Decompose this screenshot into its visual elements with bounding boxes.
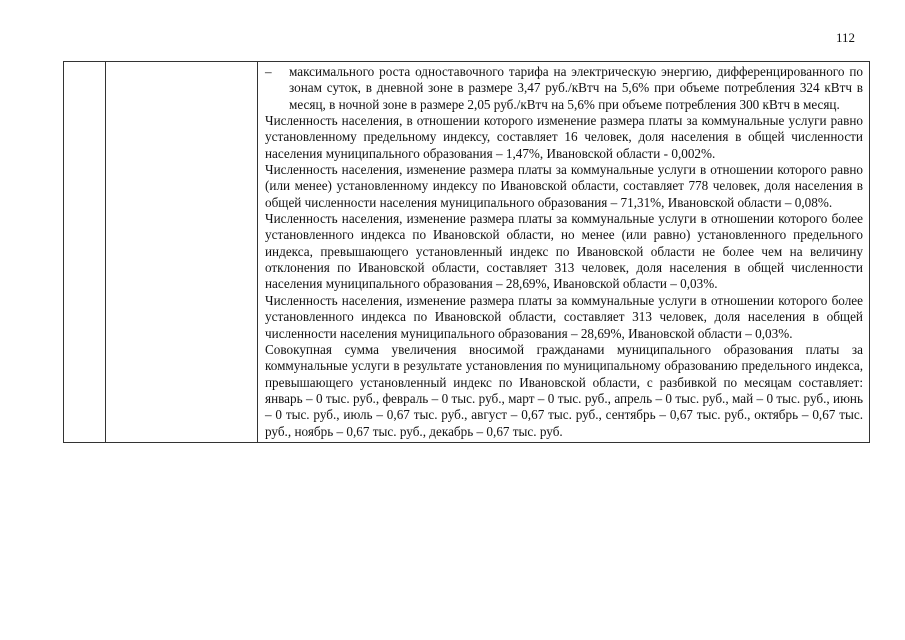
table-cell-number	[64, 62, 106, 443]
page-number: 112	[836, 30, 856, 45]
paragraph-monthly-total: Совокупная сумма увеличения вносимой гражданами муниципального образования платы за коммунальные услуги в результате установления по муниципальному образованию предельного индекса, превышающего установленный индекс по Ивановской области, с разбивкой по месяцам составляет: январь – 0 тыс. руб., февраль – 0 тыс. руб., март – 0 тыс. руб., апрель – 0 тыс. руб., май – 0 тыс. руб., июнь – 0 тыс. руб., июль – 0,67 тыс. руб., август – 0,67 тыс. руб., сентябрь – 0,67 тыс. руб., октябрь – 0,67 тыс. руб., ноябрь – 0,67 тыс. руб., декабрь – 0,67 тыс. руб.	[265, 341, 863, 439]
table-row	[64, 62, 870, 443]
bullet-item	[265, 64, 863, 113]
bullet-text: максимального роста одноставочного тарифа на электрическую энергию, дифференцированного по зонам суток, в дневной зоне в размере 3,47 руб./кВтч на 5,6% при объеме потребления 324 кВтч в месяц, в ночной зоне в размере 2,05 руб./кВтч на 5,6% при объеме потребления 300 кВтч в месяц.	[289, 64, 863, 112]
table-cell-name	[106, 62, 258, 443]
paragraph-population-below-index: Численность населения, изменение размера платы за коммунальные услуги в отношении которого равно (или менее) установленному индексу по Ивановской области, составляет 778 человек, доля населения в общей численности населения муниципального образования – 71,31%, Ивановской области – 0,08%.	[265, 162, 863, 210]
table-cell-content	[258, 62, 870, 443]
paragraph-population-above-index: Численность населения, изменение размера платы за коммунальные услуги в отношении которого более установленного индекса по Ивановской области, составляет 313 человек, доля населения в общей численности населения муниципального образования – 28,69%, Ивановской области – 0,03%.	[265, 292, 863, 341]
bullet-dash: –	[265, 64, 272, 79]
paragraph-population-between-indices: Численность населения, изменение размера платы за коммунальные услуги в отношении которого более установленного индекса по Ивановской области, но менее (или равно) установленного предельного индекса, превышающего установленный индекс по Ивановской области не более чем на величину отклонения по Ивановской области, составляет 313 человек, доля населения в общей численности населения муниципального образования – 28,69%, Ивановской области – 0,03%.	[265, 211, 863, 292]
document-table	[63, 61, 870, 443]
paragraph-population-equal-limit: Численность населения, в отношении которого изменение размера платы за коммунальные услуги равно установленному предельному индексу, составляет 16 человек, доля населения в общей численности населения муниципального образования – 1,47%, Ивановской области - 0,002%.	[265, 113, 863, 161]
